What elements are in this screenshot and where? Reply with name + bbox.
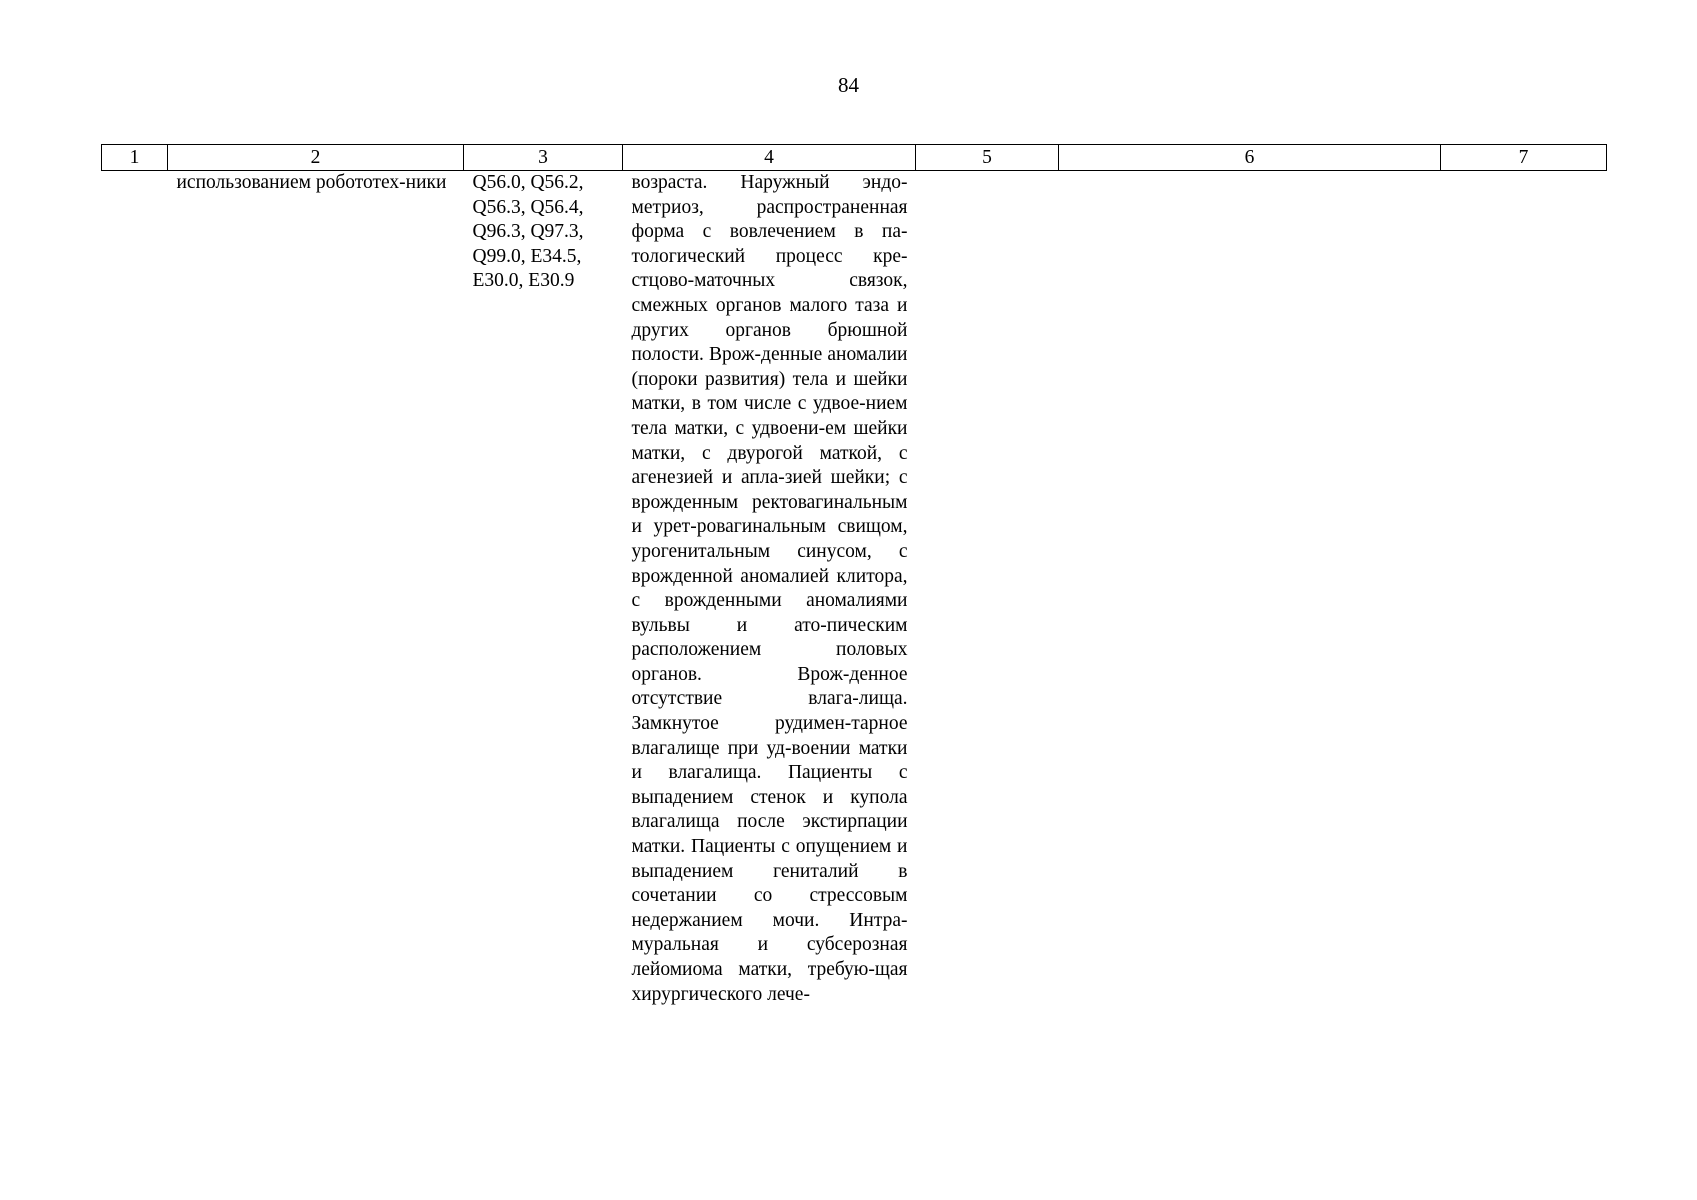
column-header-7: 7 bbox=[1441, 145, 1607, 171]
icd-codes-line-1: Q56.0, Q56.2, bbox=[472, 172, 584, 193]
cell-col1 bbox=[102, 171, 168, 1008]
method-name-text: использованием робототех-ники bbox=[176, 172, 447, 193]
icd-codes-line-3: Q96.3, Q97.3, bbox=[472, 221, 584, 243]
column-header-5: 5 bbox=[916, 145, 1059, 171]
table-header bbox=[102, 145, 1607, 171]
icd-codes-line-4: Q99.0, E34.5, bbox=[472, 245, 582, 267]
column-header-4: 4 bbox=[623, 145, 916, 171]
patient-model-text: возраста. Наружный эндо-метриоз, распространенная форма с вовлечением в па-тологический процесс кре-стцово-маточных связок, смежных органов малого таза и других органов брюшной полости. Врож-денные аномалии (пороки развития) тела и шейки матки, в том числе с удвое-нием тела матки, с удвоени-ем шейки матки, с двурогой маткой, с агенезией и апла-зией шейки; с врожденным ректовагинальным и урет-ровагинальным свищом, урогенитальным синусом, с врожденной аномалией клитора, с врожденными аномалиями вульвы и ато-пическим расположением половых органов. Врож-денное отсутствие влага-лища. Замкнутое рудимен-тарное влагалище при уд-воении матки и влагалища. Пациенты с выпадением стенок и купола влагалища после экстирпации матки. Пациенты с опущением и выпадением гениталий в сочетании со стрессовым недержанием мочи. Интра-муральная и субсерозная лейомиома матки, требую-щая хирургического лече- bbox=[631, 172, 908, 1005]
table-row bbox=[102, 171, 1607, 1008]
cell-col7 bbox=[1441, 171, 1607, 1008]
icd-codes-line-5: E30.0, E30.9 bbox=[472, 270, 575, 292]
column-header-3: 3 bbox=[464, 145, 623, 171]
cell-col5 bbox=[916, 171, 1059, 1008]
procedures-table bbox=[101, 144, 1607, 1007]
cell-col6 bbox=[1059, 171, 1441, 1008]
header-row bbox=[102, 145, 1607, 171]
cell-col2 bbox=[168, 171, 464, 1008]
cell-col3 bbox=[464, 171, 623, 1008]
column-header-6: 6 bbox=[1059, 145, 1441, 171]
icd-codes bbox=[464, 171, 623, 294]
page-number: 84 bbox=[838, 73, 859, 97]
cell-col4 bbox=[623, 171, 916, 1008]
column-header-1: 1 bbox=[102, 145, 168, 171]
column-header-2: 2 bbox=[168, 145, 464, 171]
icd-codes-line-2: Q56.3, Q56.4, bbox=[472, 196, 584, 218]
